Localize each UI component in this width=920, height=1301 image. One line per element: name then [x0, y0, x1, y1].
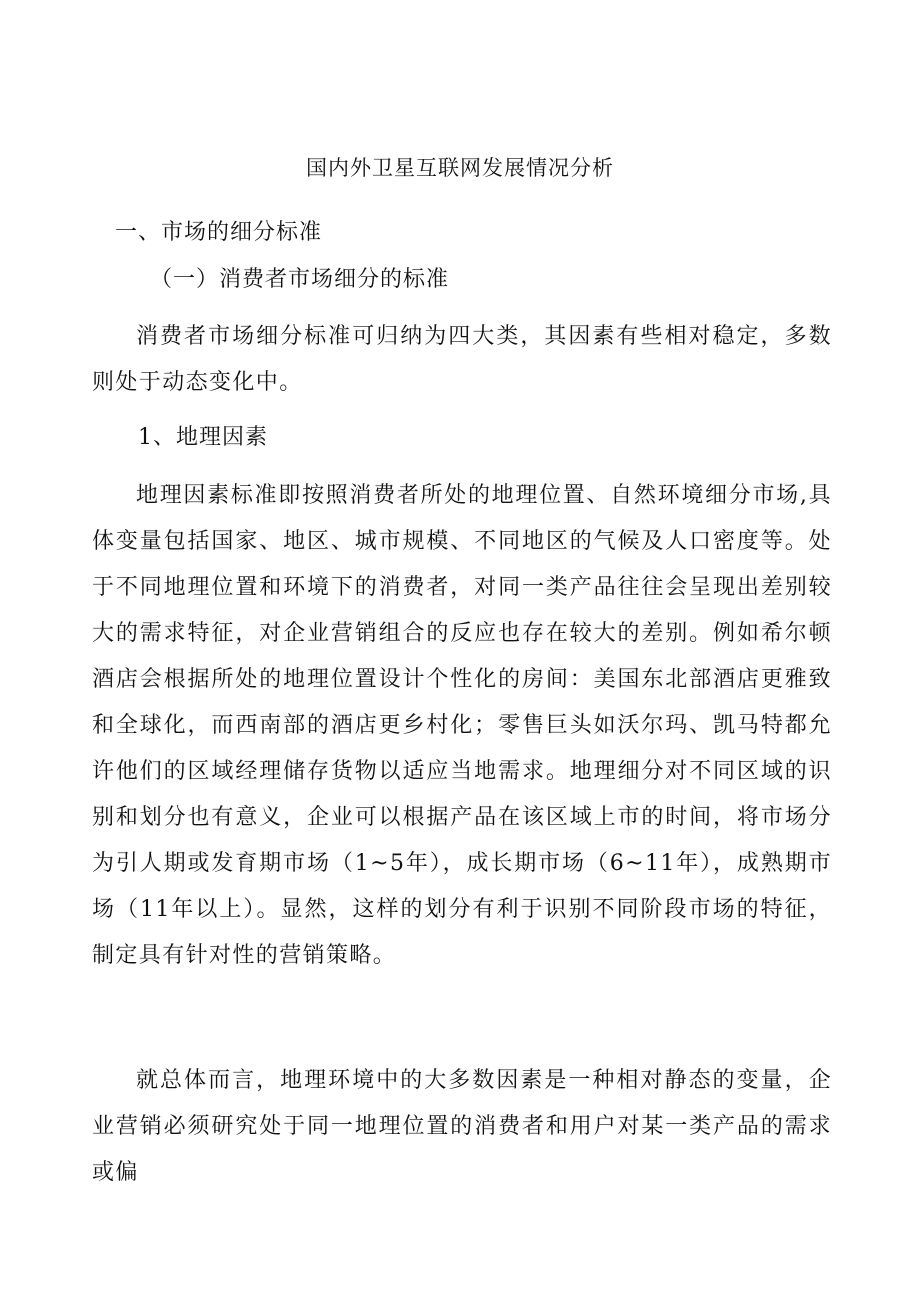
- item-heading-geography: 1、地理因素: [138, 425, 268, 450]
- paragraph-geography: 地理因素标准即按照消费者所处的地理位置、自然环境细分市场,具体变量包括国家、地区、城市规模、不同地区的气候及人口密度等。处于不同地理位置和环境下的消费者，对同一类产品往往会呈现出差别较大的需求特征，对企业营销组合的反应也存在较大的差别。例如希尔顿酒店会根据所处的地理位置设计个性化的房间：美国东北部酒店更雅致和全球化，而西南部的酒店更乡村化；零售巨头如沃尔玛、凯马特都允许他们的区域经理储存货物以适应当地需求。地理细分对不同区域的识别和划分也有意义，企业可以根据产品在该区域上市的时间，将市场分为引人期或发育期市场（1~5年），成长期市场（6~11年），成熟期市场（11年以上）。显然，这样的划分有利于识别不同阶段市场的特征，制定具有针对性的营销策略。: [92, 483, 832, 968]
- paragraph-summary: 就总体而言，地理环境中的大多数因素是一种相对静态的变量，企业营销必须研究处于同一地理位置的消费者和用户对某一类产品的需求或偏: [92, 1068, 832, 1185]
- document-title: 国内外卫星互联网发展情况分析: [306, 156, 614, 180]
- paragraph-intro: 消费者市场细分标准可归纳为四大类，其因素有些相对稳定，多数则处于动态变化中。: [92, 324, 832, 395]
- subsection-heading: （一）消费者市场细分的标准: [150, 267, 450, 292]
- section-heading: 一、市场的细分标准: [115, 220, 323, 245]
